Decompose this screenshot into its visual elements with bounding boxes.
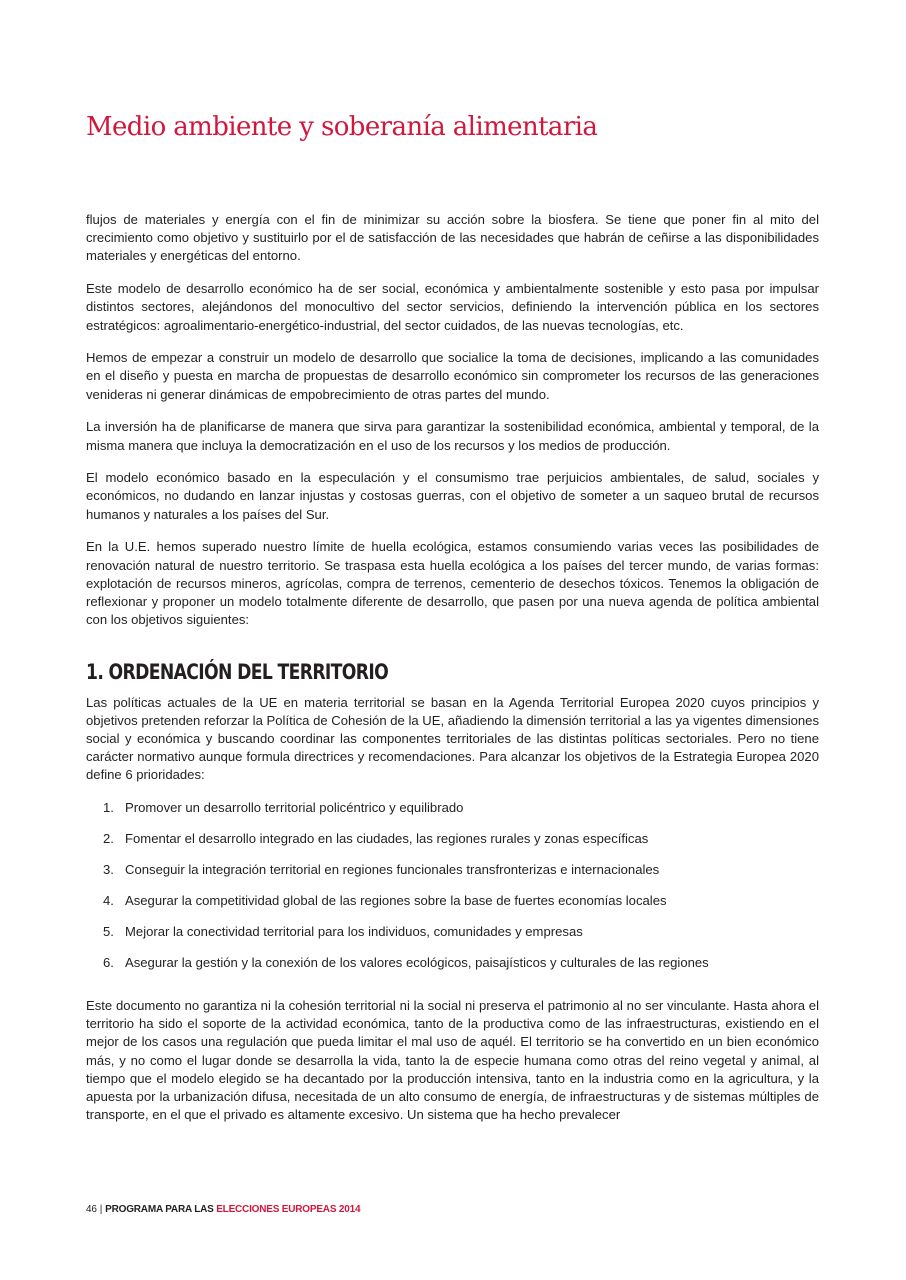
list-item-text: Promover un desarrollo territorial policéntrico y equilibrado — [125, 800, 464, 816]
paragraph: En la U.E. hemos superado nuestro límite de huella ecológica, estamos consumiendo varias veces las posibilidades de renovación natural de nuestro territorio. Se traspasa esta huella ecológica a los países del tercer mundo, de varias formas: explotación de recursos mineros, agrícolas, compra de terrenos, cementerio de desechos tóxicos. Tenemos la obligación de reflexionar y proponer un modelo totalmente diferente de desarrollo, que pasen por una nueva agenda de política ambiental con los objetivos siguientes: — [86, 539, 819, 628]
page-number: 46 — [86, 1204, 97, 1215]
page-body — [86, 211, 819, 1139]
list-item-number: 1. — [103, 800, 114, 816]
paragraph: La inversión ha de planificarse de manera que sirva para garantizar la sostenibilidad económica, ambiental y temporal, de la misma manera que incluya la democratización en el uso de los recursos y los medios de producción. — [86, 419, 819, 453]
list-item-text: Conseguir la integración territorial en regiones funcionales transfronterizas e internacionales — [125, 862, 660, 878]
footer-elections-label: ELECCIONES EUROPEAS 2014 — [216, 1204, 361, 1215]
list-item-number: 4. — [103, 893, 114, 909]
list-item — [86, 954, 819, 985]
priorities-list — [86, 799, 819, 985]
list-item-number: 6. — [103, 955, 114, 971]
paragraph: Este modelo de desarrollo económico ha de ser social, económica y ambientalmente sostenible y esto pasa por impulsar distintos sectores, alejándonos del monocultivo del sector servicios, definiendo la intervención pública en los sectores estratégicos: agroalimentario-energético-industrial, del sector cuidados, de las nuevas tecnologías, etc. — [86, 281, 819, 333]
paragraph: flujos de materiales y energía con el fin de minimizar su acción sobre la biosfera. Se tiene que poner fin al mito del crecimiento como objetivo y sustituirlo por el de satisfacción de las necesidades que habrán de ceñirse a las disponibilidades materiales y energéticas del entorno. — [86, 212, 819, 264]
paragraph: Hemos de empezar a construir un modelo de desarrollo que socialice la toma de decisiones, implicando a las comunidades en el diseño y puesta en marcha de propuestas de desarrollo económico sin comprometer los recursos de las generaciones venideras ni generar dinámicas de empobrecimiento de otras partes del mundo. — [86, 350, 819, 402]
section-heading: 1. ORDENACIÓN DEL TERRITORIO — [86, 660, 389, 685]
page-footer — [86, 1204, 360, 1215]
list-item-text: Fomentar el desarrollo integrado en las ciudades, las regiones rurales y zonas específicas — [125, 831, 649, 847]
list-item — [86, 830, 819, 861]
list-item-number: 2. — [103, 831, 114, 847]
footer-program-label: PROGRAMA PARA LAS — [105, 1204, 214, 1215]
list-item-text: Asegurar la competitividad global de las regiones sobre la base de fuertes economías locales — [125, 893, 667, 909]
list-item — [86, 861, 819, 892]
list-item — [86, 892, 819, 923]
page-title: Medio ambiente y soberanía alimentaria — [86, 112, 598, 142]
list-item — [86, 923, 819, 954]
list-item-number: 5. — [103, 924, 114, 940]
paragraph: El modelo económico basado en la especulación y el consumismo trae perjuicios ambientales, de salud, sociales y económicos, no dudando en lanzar injustas y costosas guerras, con el objetivo de someter a un saqueo brutal de recursos humanos y naturales a los países del Sur. — [86, 470, 819, 522]
section-lead-paragraph: Las políticas actuales de la UE en materia territorial se basan en la Agenda Territorial Europea 2020 cuyos principios y objetivos pretenden reforzar la Política de Cohesión de la UE, añadiendo la dimensión territorial a las ya vigentes dimensiones social y económica y buscando coordinar las componentes territoriales de las distintas políticas sectoriales. Pero no tiene carácter normativo aunque formula directrices y recomendaciones. Para alcanzar los objetivos de la Estrategia Europea 2020 define 6 prioridades: — [86, 694, 819, 783]
closing-paragraph: Este documento no garantiza ni la cohesión territorial ni la social ni preserva el patrimonio al no ser vinculante. Hasta ahora el territorio ha sido el soporte de la actividad económica, tanto de la productiva como de las infraestructuras, existiendo en el mejor de los casos una regulación que pueda limitar el mal uso de aquél. El territorio se ha convertido en un bien económico más, y no como el lugar donde se desarrolla la vida, tanto la de especie humana como otras del reino vegetal y animal, al tiempo que el modelo elegido se ha decantado por la producción intensiva, tanto en la industria como en la agricultura, y la apuesta por la urbanización difusa, necesitada de un alto consumo de energía, de infraestructuras y de sistemas múltiples de transporte, en el que el privado es altamente excesivo. Un sistema que ha hecho prevalecer — [86, 998, 819, 1123]
list-item-text: Asegurar la gestión y la conexión de los valores ecológicos, paisajísticos y culturales de las regiones — [125, 955, 709, 971]
list-item — [86, 799, 819, 830]
list-item-number: 3. — [103, 862, 114, 878]
list-item-text: Mejorar la conectividad territorial para los individuos, comunidades y empresas — [125, 924, 583, 940]
footer-separator: | — [99, 1204, 103, 1215]
